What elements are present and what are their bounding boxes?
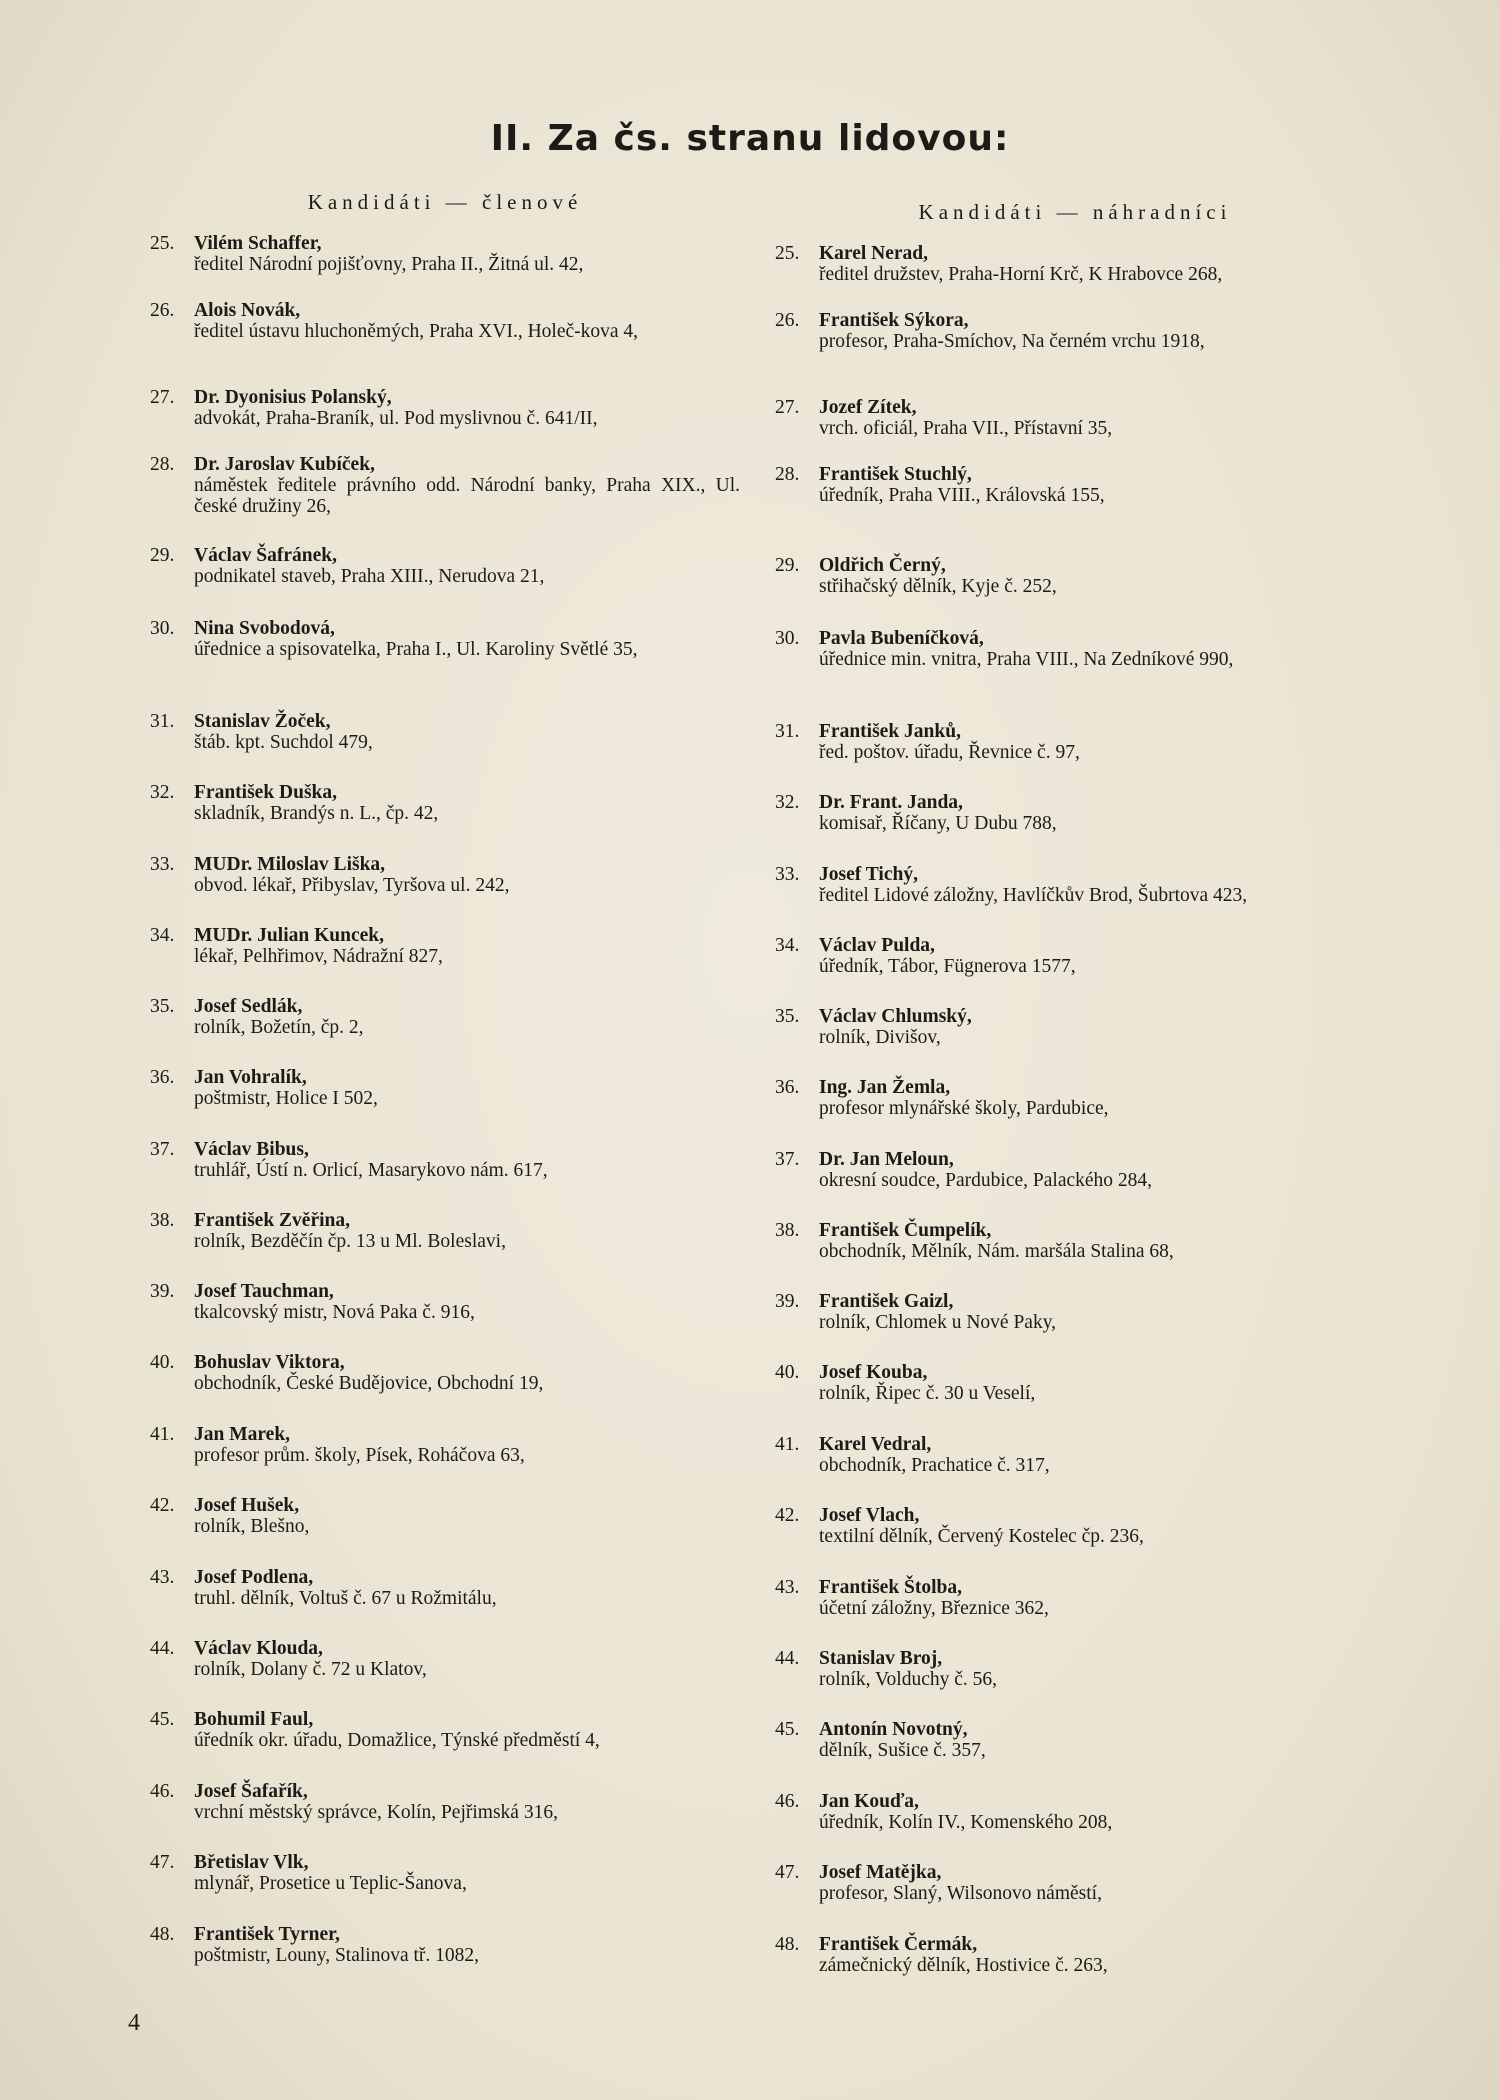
candidate-number: 38. [150, 1210, 175, 1231]
candidate-details: rolník, Volduchy č. 56, [819, 1669, 998, 1690]
candidate-details: střihačský dělník, Kyje č. 252, [819, 576, 1057, 597]
candidate-name: Karel Nerad, [819, 243, 929, 264]
candidate-number: 47. [775, 1862, 800, 1883]
candidate-name: Josef Podlena, [194, 1567, 314, 1588]
candidate-number: 34. [775, 935, 800, 956]
candidate-number: 35. [150, 996, 175, 1017]
candidate-number: 32. [775, 792, 800, 813]
candidate-details: profesor prům. školy, Písek, Roháčova 63, [194, 1445, 525, 1466]
candidate-details: profesor, Slaný, Wilsonovo náměstí, [819, 1883, 1102, 1904]
candidate-details: mlynář, Prosetice u Teplic-Šanova, [194, 1873, 467, 1894]
candidate-details: rolník, Divišov, [819, 1027, 941, 1048]
candidate-name: Václav Pulda, [819, 935, 935, 956]
candidate-details: ředitel Lidové záložny, Havlíčkův Brod, Šubrtova 423, [819, 885, 1248, 906]
candidate-number: 46. [150, 1781, 175, 1802]
candidate-details: obchodník, Mělník, Nám. maršála Stalina 68, [819, 1241, 1174, 1262]
candidate-details: vrch. oficiál, Praha VII., Přístavní 35, [819, 418, 1113, 439]
candidate-name: Dr. Jan Meloun, [819, 1149, 954, 1170]
candidate-details: podnikatel staveb, Praha XIII., Nerudova 21, [194, 566, 545, 587]
candidate-details: obchodník, Prachatice č. 317, [819, 1455, 1050, 1476]
candidate-name: František Čermák, [819, 1934, 978, 1955]
candidate-name: Jan Vohralík, [194, 1067, 307, 1088]
candidate-name: František Duška, [194, 782, 338, 803]
candidate-details: zámečnický dělník, Hostivice č. 263, [819, 1955, 1108, 1976]
candidate-name: Josef Sedlák, [194, 996, 303, 1017]
candidate-details: lékař, Pelhřimov, Nádražní 827, [194, 946, 443, 967]
candidate-details: truhl. dělník, Voltuš č. 67 u Rožmitálu, [194, 1588, 497, 1609]
candidate-name: František Tyrner, [194, 1924, 340, 1945]
candidate-number: 28. [150, 454, 175, 475]
candidate-number: 30. [775, 628, 800, 649]
candidate-number: 35. [775, 1006, 800, 1027]
candidate-number: 40. [775, 1362, 800, 1383]
candidate-name: Vilém Schaffer, [194, 233, 322, 254]
candidate-details: tkalcovský mistr, Nová Paka č. 916, [194, 1302, 475, 1323]
candidate-name: Josef Hušek, [194, 1495, 300, 1516]
candidate-details: úředník, Praha VIII., Královská 155, [819, 485, 1105, 506]
candidate-number: 27. [150, 387, 175, 408]
candidate-number: 36. [775, 1077, 800, 1098]
candidate-name: Jan Marek, [194, 1424, 291, 1445]
candidate-name: Dr. Jaroslav Kubíček, [194, 454, 375, 475]
candidate-name: Antonín Novotný, [819, 1719, 968, 1740]
candidate-number: 45. [775, 1719, 800, 1740]
candidate-number: 48. [775, 1934, 800, 1955]
candidate-name: Bohuslav Viktora, [194, 1352, 345, 1373]
candidate-number: 47. [150, 1852, 175, 1873]
candidate-number: 39. [150, 1281, 175, 1302]
candidate-details: obvod. lékař, Přibyslav, Tyršova ul. 242, [194, 875, 510, 896]
candidate-details: advokát, Praha-Braník, ul. Pod myslivnou č. 641/II, [194, 408, 598, 429]
candidate-details: profesor, Praha-Smíchov, Na černém vrchu 1918, [819, 331, 1205, 352]
candidate-name: Dr. Dyonisius Polanský, [194, 387, 392, 408]
candidate-number: 26. [150, 300, 175, 321]
candidate-details: účetní záložny, Březnice 362, [819, 1598, 1049, 1619]
candidate-number: 46. [775, 1791, 800, 1812]
candidate-name: Dr. Frant. Janda, [819, 792, 963, 813]
candidate-number: 41. [775, 1434, 800, 1455]
candidate-number: 25. [150, 233, 175, 254]
candidate-name: Stanislav Broj, [819, 1648, 943, 1669]
page-number: 4 [128, 2010, 140, 2036]
candidate-name: Václav Bibus, [194, 1139, 309, 1160]
candidate-name: Stanislav Žoček, [194, 711, 331, 732]
candidate-details: rolník, Dolany č. 72 u Klatov, [194, 1659, 427, 1680]
candidate-number: 29. [150, 545, 175, 566]
candidate-details: komisař, Říčany, U Dubu 788, [819, 813, 1057, 834]
candidate-name: Bohumil Faul, [194, 1709, 314, 1730]
candidate-number: 31. [150, 711, 175, 732]
candidate-number: 25. [775, 243, 800, 264]
candidate-details: ředitel Národní pojišťovny, Praha II., Žitná ul. 42, [194, 254, 584, 275]
candidate-number: 43. [150, 1567, 175, 1588]
candidate-number: 41. [150, 1424, 175, 1445]
candidate-number: 42. [775, 1505, 800, 1526]
candidate-name: František Stuchlý, [819, 464, 972, 485]
candidate-details: úřednice a spisovatelka, Praha I., Ul. Karoliny Světlé 35, [194, 639, 638, 660]
candidate-name: Oldřich Černý, [819, 555, 946, 576]
candidate-number: 42. [150, 1495, 175, 1516]
candidate-details: truhlář, Ústí n. Orlicí, Masarykovo nám. 617, [194, 1160, 548, 1181]
candidate-name: Jozef Zítek, [819, 397, 917, 418]
candidate-number: 33. [775, 864, 800, 885]
candidate-name: MUDr. Miloslav Liška, [194, 854, 386, 875]
candidate-number: 36. [150, 1067, 175, 1088]
candidate-details: vrchní městský správce, Kolín, Pejřimská 316, [194, 1802, 558, 1823]
candidate-details: řed. poštov. úřadu, Řevnice č. 97, [819, 742, 1080, 763]
candidate-name: Josef Matějka, [819, 1862, 942, 1883]
candidate-details: skladník, Brandýs n. L., čp. 42, [194, 803, 439, 824]
candidate-number: 30. [150, 618, 175, 639]
candidate-name: František Štolba, [819, 1577, 963, 1598]
candidate-number: 40. [150, 1352, 175, 1373]
candidate-number: 44. [150, 1638, 175, 1659]
candidate-number: 45. [150, 1709, 175, 1730]
candidate-details: okresní soudce, Pardubice, Palackého 284, [819, 1170, 1153, 1191]
candidate-details: dělník, Sušice č. 357, [819, 1740, 986, 1761]
candidate-number: 29. [775, 555, 800, 576]
candidate-name: Jan Kouďa, [819, 1791, 919, 1812]
candidate-details: rolník, Blešno, [194, 1516, 310, 1537]
candidate-number: 33. [150, 854, 175, 875]
candidate-name: Josef Tauchman, [194, 1281, 334, 1302]
candidate-name: Karel Vedral, [819, 1434, 932, 1455]
page-title: II. Za čs. stranu lidovou: [490, 118, 1010, 159]
candidate-details: poštmistr, Holice I 502, [194, 1088, 378, 1109]
candidate-name: Josef Kouba, [819, 1362, 928, 1383]
candidate-number: 37. [150, 1139, 175, 1160]
candidate-name: František Janků, [819, 721, 961, 742]
candidate-details: textilní dělník, Červený Kostelec čp. 236, [819, 1526, 1144, 1547]
candidate-name: Ing. Jan Žemla, [819, 1077, 951, 1098]
substitutes-header: Kandidáti — náhradníci [918, 200, 1232, 224]
candidate-details: ředitel ústavu hluchoněmých, Praha XVI., Holeč-kova 4, [194, 321, 639, 342]
candidate-number: 31. [775, 721, 800, 742]
candidate-name: Josef Vlach, [819, 1505, 920, 1526]
candidate-details: rolník, Božetín, čp. 2, [194, 1017, 364, 1038]
candidate-details: rolník, Chlomek u Nové Paky, [819, 1312, 1057, 1333]
candidate-name: Václav Klouda, [194, 1638, 323, 1659]
candidate-number: 39. [775, 1291, 800, 1312]
candidate-name: František Čumpelík, [819, 1220, 992, 1241]
candidate-name: Nina Svobodová, [194, 618, 335, 639]
candidate-name: MUDr. Julian Kuncek, [194, 925, 384, 946]
candidate-details: úředník okr. úřadu, Domažlice, Týnské předměstí 4, [194, 1730, 600, 1751]
candidate-name: Václav Šafránek, [194, 545, 337, 566]
candidate-details: ředitel družstev, Praha-Horní Krč, K Hrabovce 268, [819, 264, 1223, 285]
candidate-number: 37. [775, 1149, 800, 1170]
candidate-details: rolník, Řipec č. 30 u Veselí, [819, 1383, 1036, 1404]
candidate-name: František Gaizl, [819, 1291, 954, 1312]
candidate-name: Pavla Bubeníčková, [819, 628, 984, 649]
candidate-details: úředník, Tábor, Fügnerova 1577, [819, 956, 1076, 977]
candidate-details: úředník, Kolín IV., Komenského 208, [819, 1812, 1113, 1833]
candidate-name: Alois Novák, [194, 300, 301, 321]
candidate-name: Břetislav Vlk, [194, 1852, 309, 1873]
candidate-name: František Zvěřina, [194, 1210, 350, 1231]
candidate-name: Václav Chlumský, [819, 1006, 972, 1027]
candidate-details: náměstek ředitele právního odd. Národní banky, Praha XIX., Ul. české družiny 26, [194, 475, 740, 517]
candidate-number: 44. [775, 1648, 800, 1669]
candidate-name: František Sýkora, [819, 310, 969, 331]
candidate-details: obchodník, České Budějovice, Obchodní 19, [194, 1373, 544, 1394]
candidate-number: 38. [775, 1220, 800, 1241]
candidate-number: 34. [150, 925, 175, 946]
candidate-number: 32. [150, 782, 175, 803]
candidate-name: Josef Šafařík, [194, 1781, 308, 1802]
candidate-details: profesor mlynářské školy, Pardubice, [819, 1098, 1109, 1119]
candidate-number: 43. [775, 1577, 800, 1598]
candidate-number: 26. [775, 310, 800, 331]
candidate-details: štáb. kpt. Suchdol 479, [194, 732, 373, 753]
candidate-number: 28. [775, 464, 800, 485]
candidate-number: 48. [150, 1924, 175, 1945]
candidate-name: Josef Tichý, [819, 864, 918, 885]
candidate-details: poštmistr, Louny, Stalinova tř. 1082, [194, 1945, 480, 1966]
candidate-number: 27. [775, 397, 800, 418]
candidate-details: úřednice min. vnitra, Praha VIII., Na Zedníkové 990, [819, 649, 1234, 670]
members-header: Kandidáti — členové [307, 190, 583, 214]
candidate-details: rolník, Bezděčín čp. 13 u Ml. Boleslavi, [194, 1231, 506, 1252]
